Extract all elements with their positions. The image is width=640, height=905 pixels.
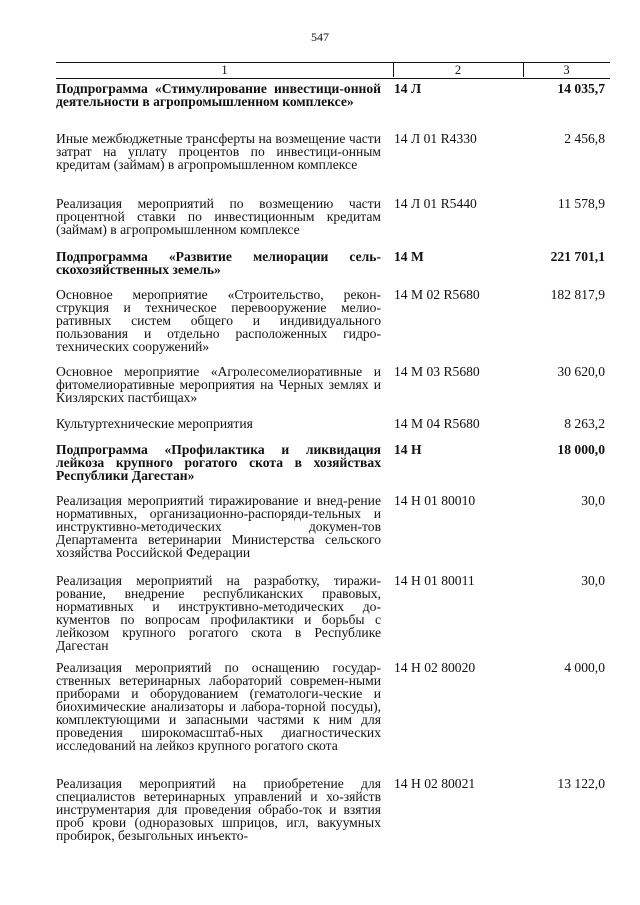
row-code: 14 Н 02 80021 — [394, 776, 476, 791]
header-col-2: 2 — [454, 63, 462, 77]
row-code: 14 Л 01 R5440 — [394, 196, 477, 211]
row-amount: 11 578,9 — [557, 196, 605, 211]
row-code: 14 М — [394, 249, 424, 264]
row-description: Основное мероприятие «Строительство, рекон-струкция и техническое перевооружение мелио-ративных систем общего и индивидуального пользования и отдельно расположенных гидро-технических сооружений» — [56, 287, 381, 354]
row-amount: 14 035,7 — [557, 81, 605, 96]
table-row — [56, 416, 605, 431]
row-amount: 221 701,1 — [550, 249, 605, 264]
table-row — [56, 249, 605, 277]
row-code: 14 Н — [394, 442, 422, 457]
row-amount: 4 000,0 — [564, 660, 605, 675]
row-amount: 30 620,0 — [557, 364, 605, 379]
row-code: 14 М 04 R5680 — [394, 416, 480, 431]
row-description: Иные межбюджетные трансферты на возмещение части затрат на уплату процентов по инвестици-онным кредитам (займам) в агропромышленном комплексе — [56, 131, 381, 172]
table-row — [56, 493, 605, 560]
row-code: 14 М 03 R5680 — [394, 364, 480, 379]
row-amount: 2 456,8 — [564, 131, 605, 146]
table-row — [56, 660, 605, 753]
row-code: 14 Л — [394, 81, 422, 96]
row-amount: 8 263,2 — [564, 416, 605, 431]
row-description: Реализация мероприятий по возмещению части процентной ставки по инвестиционным кредитам (займам) в агропромышленном комплексе — [56, 196, 381, 237]
table-row — [56, 364, 605, 405]
row-amount: 182 817,9 — [550, 287, 605, 302]
row-code: 14 Н 02 80020 — [394, 660, 476, 675]
table-row — [56, 131, 605, 172]
row-description: Реализация мероприятий на разработку, тиражи-рование, внедрение республиканских правовых, нормативных и инструктивно-методических до-кументов по вопросам профилактики и борьбы с лейкозом крупного рогатого скота в Республике Дагестан — [56, 573, 381, 653]
header-divider-2 — [523, 62, 524, 77]
table-row — [56, 81, 605, 109]
row-amount: 13 122,0 — [557, 776, 605, 791]
row-description: Подпрограмма «Развитие мелиорации сель-скохозяйственных земель» — [56, 249, 381, 277]
row-description: Реализация мероприятий тиражирование и внед-рение нормативных, организационно-распоряди-тельных и инструктивно-методических докумен-тов Департамента ветеринарии Министерства сельского хозяйства Российской Федерации — [56, 493, 381, 560]
row-description: Культуртехнические мероприятия — [56, 416, 253, 431]
row-description: Основное мероприятие «Агролесомелиоративные и фитомелиоративные мероприятия на Черных землях и Кизлярских пастбищах» — [56, 364, 381, 405]
row-code: 14 Н 01 80011 — [394, 573, 475, 588]
table-row — [56, 442, 605, 483]
row-amount: 30,0 — [581, 493, 605, 508]
row-amount: 18 000,0 — [557, 442, 605, 457]
row-description: Подпрограмма «Стимулирование инвестици-онной деятельности в агропромышленном комплексе» — [56, 81, 381, 109]
row-code: 14 Н 01 80010 — [394, 493, 476, 508]
header-col-1: 1 — [221, 63, 228, 77]
table-row — [56, 573, 605, 653]
header-col-3: 3 — [563, 63, 570, 77]
header-divider-1 — [393, 62, 394, 77]
row-description: Подпрограмма «Профилактика и ликвидация лейкоза крупного рогатого скота в хозяйствах Республики Дагестан» — [56, 442, 381, 483]
table-row — [56, 287, 605, 354]
row-amount: 30,0 — [581, 573, 605, 588]
row-code: 14 Л 01 R4330 — [394, 131, 477, 146]
table-header — [56, 62, 610, 79]
table-row — [56, 776, 605, 843]
row-code: 14 М 02 R5680 — [394, 287, 480, 302]
table-row — [56, 196, 605, 237]
row-description: Реализация мероприятий по оснащению государ-ственных ветеринарных лабораторий современ-ными приборами и оборудованием (гематологи-ческие и биохимические анализаторы и лабора-торной посуды), комплектующими и запасными частями к ним для проведения широкомасштаб-ных диагностических исследований на лейкоз крупного рогатого скота — [56, 660, 381, 753]
page-number: 547 — [311, 30, 329, 44]
row-description: Реализация мероприятий на приобретение для специалистов ветеринарных управлений и хо-зяйств инструментария для проведения обрабо-ток и взятия проб крови (одноразовых шприцов, игл, вакуумных пробирок, безыгольных инъекто- — [56, 776, 381, 843]
